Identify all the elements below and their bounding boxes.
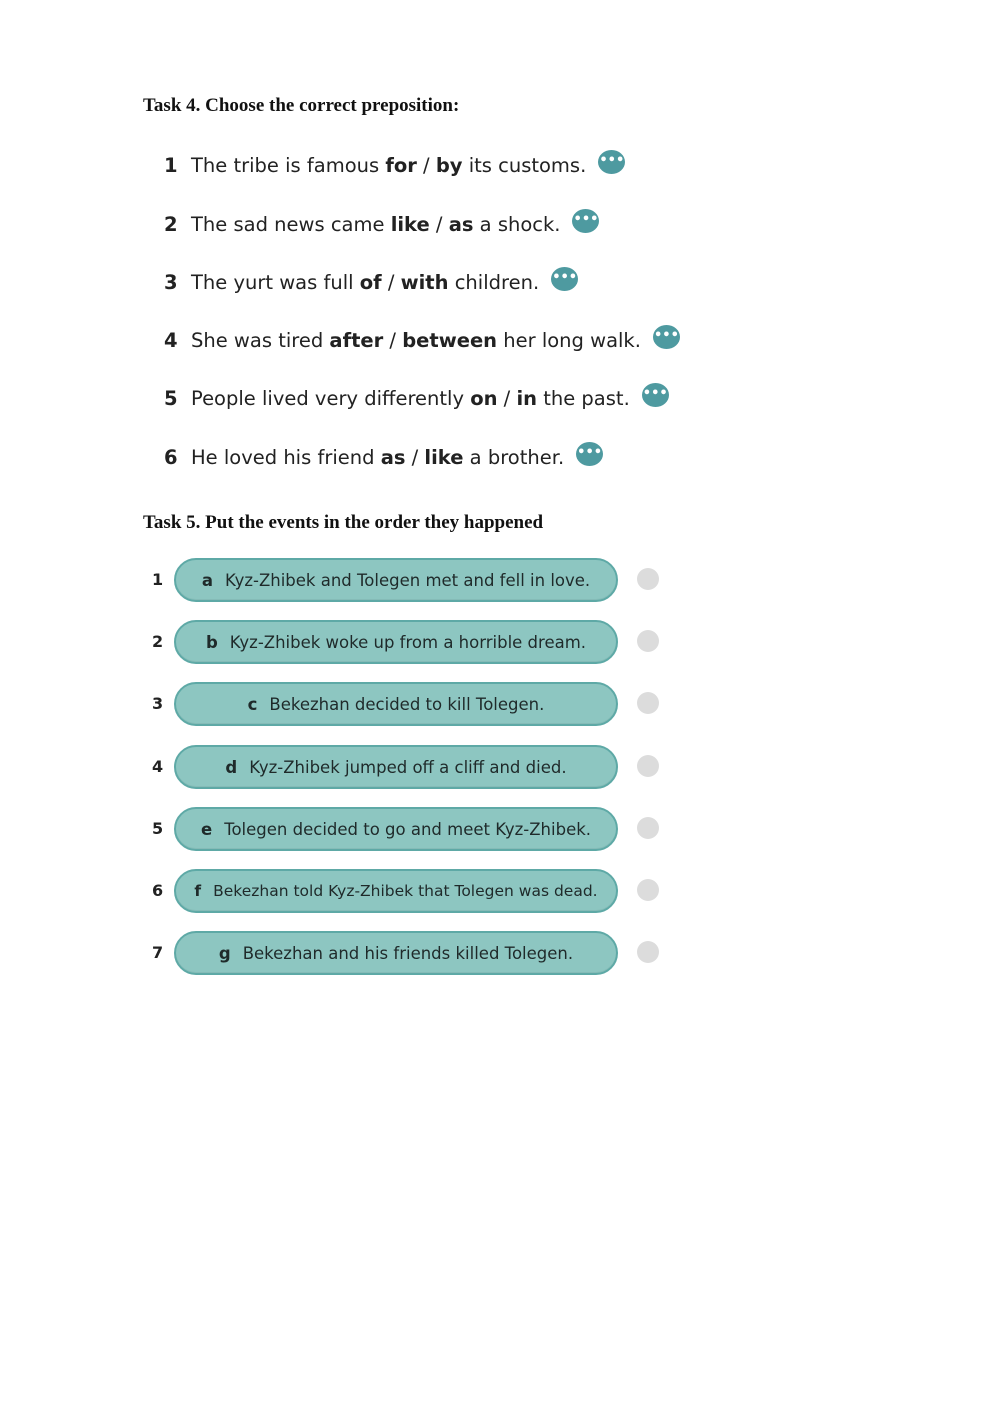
option-2: as — [448, 212, 474, 236]
option-2: by — [435, 153, 463, 177]
event-card-a[interactable] — [174, 558, 618, 602]
more-dots-icon: ••• — [577, 444, 603, 460]
answer-dropdown-button[interactable] — [576, 442, 603, 466]
event-text: Kyz-Zhibek woke up from a horrible dream. — [229, 632, 587, 652]
task4-item-2 — [164, 207, 599, 241]
option-1: after — [329, 328, 384, 352]
event-card-f[interactable] — [174, 869, 618, 913]
drop-target[interactable] — [637, 568, 659, 590]
answer-dropdown-button[interactable] — [642, 383, 669, 407]
task5-row-5 — [152, 807, 672, 851]
option-separator: / — [429, 212, 449, 236]
event-card-b[interactable] — [174, 620, 618, 664]
item-number: 1 — [164, 153, 178, 177]
sentence-start: People lived very differently — [191, 386, 471, 410]
sentence-start: The sad news came — [191, 212, 391, 236]
event-card-g[interactable] — [174, 931, 618, 975]
event-letter: a — [201, 570, 213, 590]
event-letter: e — [200, 819, 213, 839]
event-text: Kyz-Zhibek jumped off a cliff and died. — [249, 757, 567, 777]
order-number: 2 — [152, 632, 164, 651]
sentence-end: her long walk. — [497, 328, 641, 352]
event-text: Bekezhan decided to kill Tolegen. — [269, 694, 545, 714]
task5-row-1 — [152, 558, 672, 602]
task5-row-6 — [152, 869, 672, 913]
item-number: 6 — [164, 445, 178, 469]
order-number: 6 — [152, 881, 164, 900]
event-text: Bekezhan and his friends killed Tolegen. — [242, 943, 574, 963]
sentence-start: She was tired — [191, 328, 330, 352]
answer-dropdown-button[interactable] — [653, 325, 680, 349]
sentence-end: its customs. — [462, 153, 587, 177]
sentence-end: a brother. — [463, 445, 565, 469]
drop-target[interactable] — [637, 692, 659, 714]
option-2: like — [424, 445, 464, 469]
option-2: with — [400, 270, 449, 294]
event-card-c[interactable] — [174, 682, 618, 726]
sentence-end: a shock. — [473, 212, 561, 236]
drop-target[interactable] — [637, 755, 659, 777]
task5-row-3 — [152, 682, 672, 726]
task4-item-4 — [164, 323, 680, 357]
sentence-end: the past. — [537, 386, 630, 410]
event-letter: b — [205, 632, 218, 652]
drop-target[interactable] — [637, 630, 659, 652]
task4-item-3 — [164, 265, 578, 299]
option-2: between — [402, 328, 498, 352]
more-dots-icon: ••• — [653, 327, 679, 343]
option-separator: / — [381, 270, 401, 294]
task4-item-6 — [164, 440, 603, 474]
item-number: 4 — [164, 328, 178, 352]
item-number: 2 — [164, 212, 178, 236]
order-number: 5 — [152, 819, 164, 838]
order-number: 3 — [152, 694, 164, 713]
answer-dropdown-button[interactable] — [598, 150, 625, 174]
task5-row-4 — [152, 745, 672, 789]
option-2: in — [516, 386, 538, 410]
sentence-start: The tribe is famous — [191, 153, 386, 177]
event-letter: c — [247, 694, 258, 714]
drop-target[interactable] — [637, 817, 659, 839]
item-number: 3 — [164, 270, 178, 294]
option-separator: / — [405, 445, 425, 469]
sentence-end: children. — [448, 270, 540, 294]
task5-row-7 — [152, 931, 672, 975]
event-letter: g — [218, 943, 231, 963]
task4-item-5 — [164, 381, 669, 415]
more-dots-icon: ••• — [642, 385, 668, 401]
more-dots-icon: ••• — [573, 211, 599, 227]
order-number: 1 — [152, 570, 164, 589]
option-separator: / — [416, 153, 436, 177]
sentence-start: The yurt was full — [191, 270, 360, 294]
option-1: as — [380, 445, 406, 469]
more-dots-icon: ••• — [599, 152, 625, 168]
event-letter: f — [194, 882, 202, 900]
option-1: of — [359, 270, 382, 294]
more-dots-icon: ••• — [552, 269, 578, 285]
event-text: Bekezhan told Kyz-Zhibek that Tolegen was dead. — [213, 882, 598, 900]
drop-target[interactable] — [637, 879, 659, 901]
task4-title: Task 4. Choose the correct preposition: — [143, 95, 460, 116]
option-1: for — [385, 153, 417, 177]
answer-dropdown-button[interactable] — [551, 267, 578, 291]
event-text: Tolegen decided to go and meet Kyz-Zhibek. — [224, 819, 592, 839]
answer-dropdown-button[interactable] — [572, 209, 599, 233]
event-card-d[interactable] — [174, 745, 618, 789]
order-number: 4 — [152, 757, 164, 776]
option-separator: / — [497, 386, 517, 410]
sentence-start: He loved his friend — [191, 445, 381, 469]
event-text: Kyz-Zhibek and Tolegen met and fell in love. — [224, 570, 591, 590]
task4-item-1 — [164, 148, 625, 182]
event-card-e[interactable] — [174, 807, 618, 851]
drop-target[interactable] — [637, 941, 659, 963]
event-letter: d — [225, 757, 238, 777]
item-number: 5 — [164, 386, 178, 410]
option-1: like — [390, 212, 430, 236]
option-separator: / — [383, 328, 403, 352]
option-1: on — [470, 386, 498, 410]
order-number: 7 — [152, 943, 164, 962]
task5-title: Task 5. Put the events in the order they happened — [143, 512, 544, 533]
task5-row-2 — [152, 620, 672, 664]
